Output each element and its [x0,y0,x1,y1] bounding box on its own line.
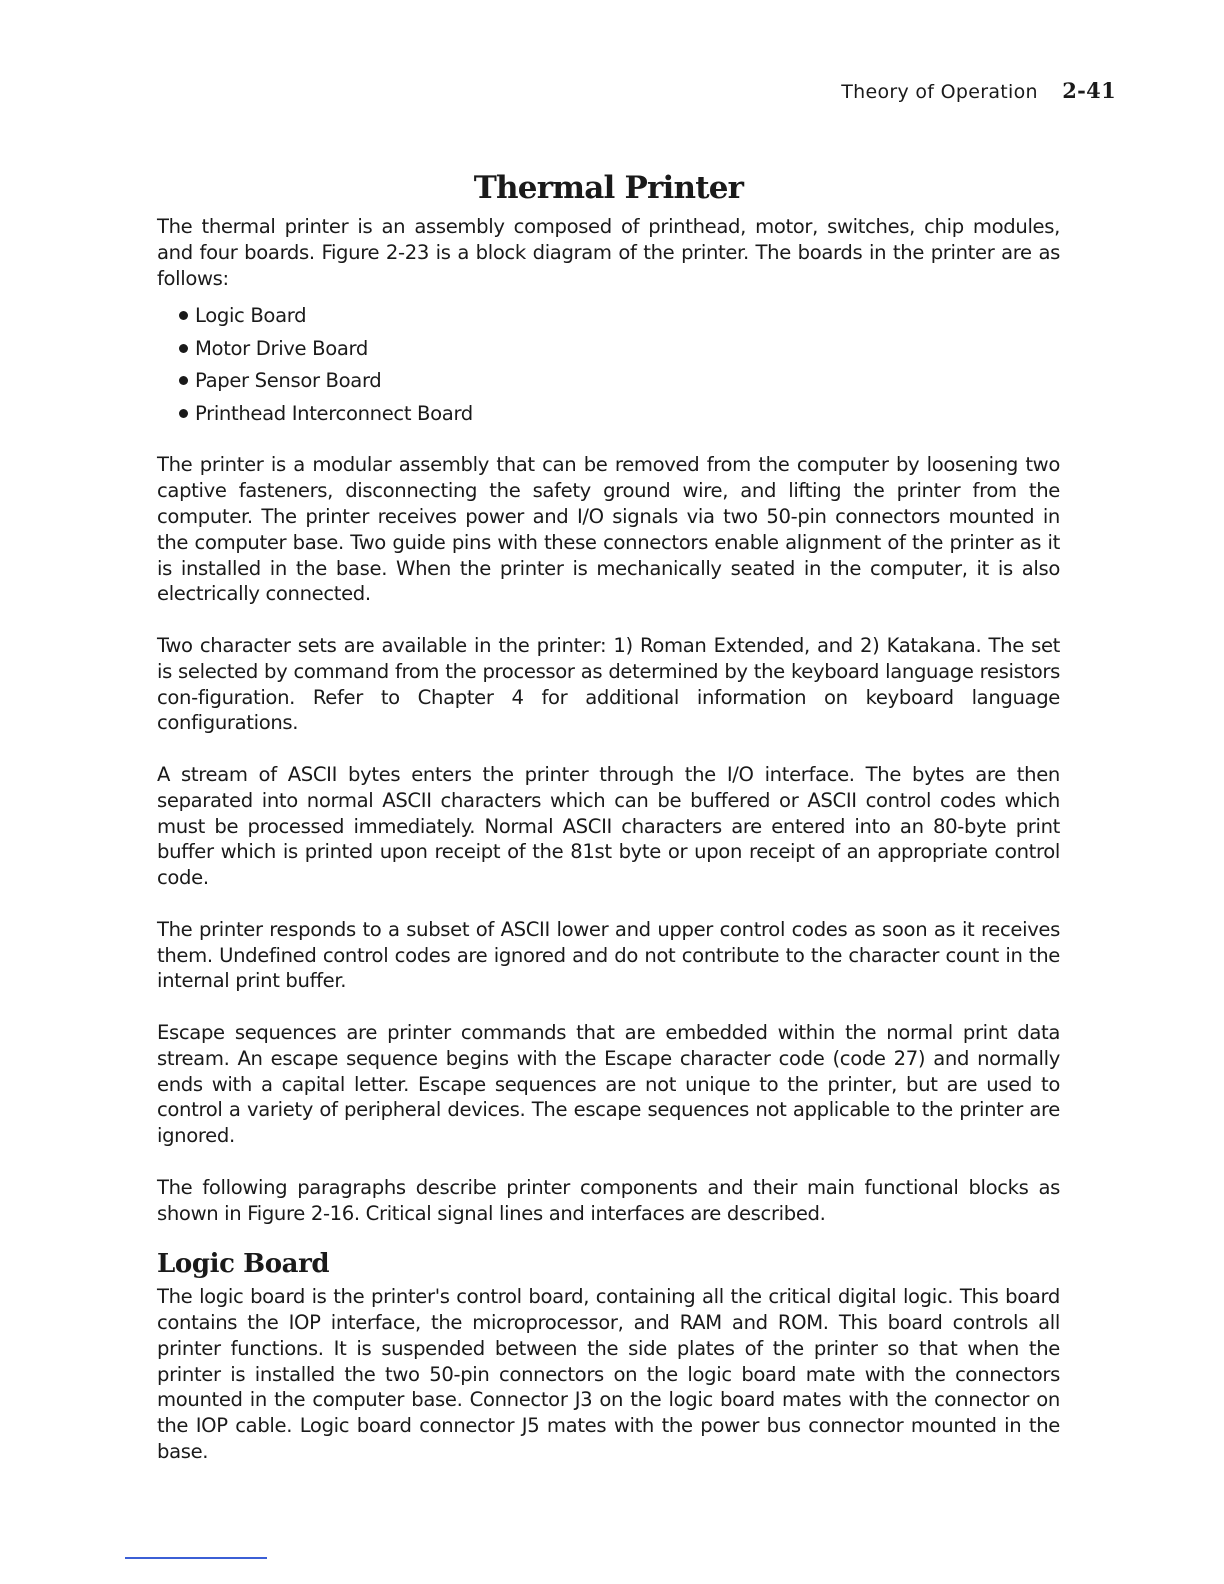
body-paragraph: The following paragraphs describe printer components and their main functional blocks as shown in Figure 2-16. Critical signal lines and interfaces are described. [157,1175,1060,1225]
bullet-icon [179,311,188,320]
page-title: Thermal Printer [473,170,744,206]
body-paragraph: The printer responds to a subset of ASCII lower and upper control codes as soon as it receives them. Undefined control codes are ignored and do not contribute to the character count in the internal print buffer. [157,917,1060,993]
list-item [179,300,1060,333]
footer-rule [125,1557,267,1559]
running-head-section: Theory of Operation [841,81,1038,103]
bullet-icon [179,409,188,418]
section-heading: Logic Board [157,1249,330,1280]
body-paragraph: Escape sequences are printer commands that are embedded within the normal print data stream. An escape sequence begins with the Escape character code (code 27) and normally ends with a capital letter. Escape sequences are not unique to the printer, but are used to control a variety of peripheral devices. The escape sequences not applicable to the printer are ignored. [157,1020,1060,1148]
logic-board-paragraph: The logic board is the printer's control board, containing all the critical digital logic. This board contains the IOP interface, the microprocessor, and RAM and ROM. This board controls all printer functions. It is suspended between the side plates of the printer so that when the printer is installed the two 50-pin connectors on the logic board mate with the connectors mounted in the computer base. Connector J3 on the logic board mates with the connector on the IOP cable. Logic board connector J5 mates with the power bus connector mounted in the base. [157,1285,1060,1464]
list-item [179,333,1060,366]
running-head [841,78,1116,103]
bullet-icon [179,344,188,353]
bullet-icon [179,376,188,385]
list-item-label: Printhead Interconnect Board [195,401,473,425]
list-item-label: Logic Board [195,304,307,328]
page-number: 2-41 [1062,78,1116,103]
list-item [179,365,1060,398]
boards-list [179,300,1060,430]
list-item-label: Motor Drive Board [195,336,368,360]
list-item [179,398,1060,431]
intro-paragraph: The thermal printer is an assembly composed of printhead, motor, switches, chip modules, and four boards. Figure 2-23 is a block diagram of the printer. The boards in the printer are as follows: [157,215,1060,290]
body-paragraph: The printer is a modular assembly that can be removed from the computer by loosening two captive fasteners, disconnecting the safety ground wire, and lifting the printer from the computer. The printer receives power and I/O signals via two 50-pin connectors mounted in the computer base. Two guide pins with these connectors enable alignment of the printer as it is installed in the base. When the printer is mechanically seated in the computer, it is also electrically connected. [157,453,1060,606]
list-item-label: Paper Sensor Board [195,369,382,393]
page-content [157,168,1060,1465]
body-paragraph: Two character sets are available in the printer: 1) Roman Extended, and 2) Katakana. The set is selected by command from the processor as determined by the keyboard language resistors con-figuration. Refer to Chapter 4 for additional information on keyboard language configurations. [157,633,1060,735]
body-paragraph: A stream of ASCII bytes enters the printer through the I/O interface. The bytes are then separated into normal ASCII characters which can be buffered or ASCII control codes which must be processed immediately. Normal ASCII characters are entered into an 80-byte print buffer which is printed upon receipt of the 81st byte or upon receipt of an appropriate control code. [157,762,1060,890]
